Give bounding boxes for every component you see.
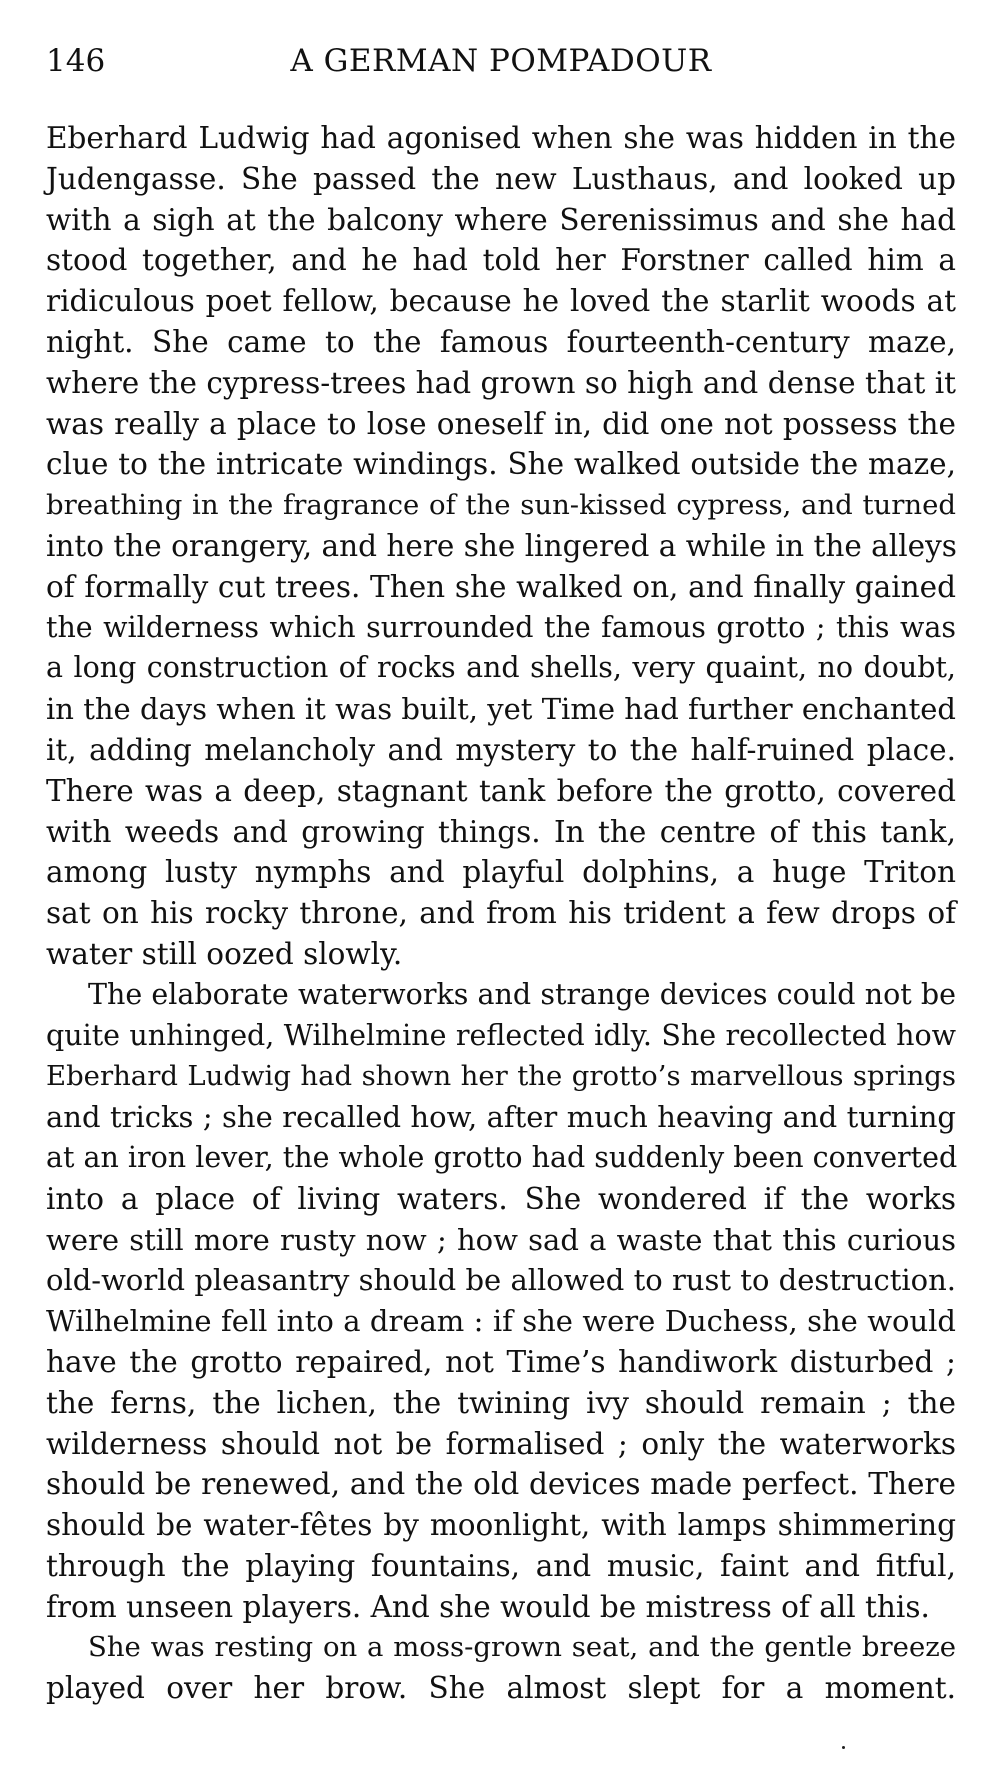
text-line: it, adding melancholy and mystery to the half-ruined place. [46, 732, 956, 767]
text-line: into a place of living waters. She wondered if the works [46, 1181, 956, 1216]
text-line: should be renewed, and the old devices made perfect. There [46, 1467, 956, 1502]
text-line: at an iron lever, the whole grotto had suddenly been converted [46, 1140, 958, 1174]
text-line: breathing in the fragrance of the sun-kissed cypress, and turned [46, 489, 956, 522]
text-line: Eberhard Ludwig had agonised when she was hidden in the [46, 121, 956, 155]
text-line: There was a deep, stagnant tank before the grotto, covered [46, 773, 956, 808]
text-line: from unseen players. And she would be mistress of all this. [46, 1589, 930, 1624]
text-line: a long construction of rocks and shells, very quaint, no doubt, [46, 651, 956, 685]
paragraph-3 [46, 1627, 956, 1709]
text-line: have the grotto repaired, not Time’s handiwork disturbed ; [46, 1344, 956, 1379]
text-line: played over her brow. She almost slept for a moment. [46, 1671, 956, 1706]
paragraph-1 [46, 118, 956, 975]
text-line: the wilderness which surrounded the famous grotto ; this was [46, 610, 956, 644]
text-line: into the orangery, and here she lingered a while in the alleys [46, 528, 957, 563]
text-line: in the days when it was built, yet Time had further enchanted [46, 692, 956, 727]
text-line: Wilhelmine fell into a dream : if she were Duchess, she would [46, 1304, 956, 1339]
text-line: ridiculous poet fellow, because he loved the starlit woods at [46, 284, 956, 319]
text-line: water still oozed slowly. [46, 936, 403, 971]
text-line: Judengasse. She passed the new Lusthaus, and looked up [46, 161, 956, 196]
text-line: should be water-fêtes by moonlight, with lamps shimmering [46, 1508, 956, 1543]
text-line: Eberhard Ludwig had shown her the grotto’s marvellous springs [46, 1060, 956, 1093]
running-title: A GERMAN POMPADOUR [290, 43, 712, 79]
text-line: quite unhinged, Wilhelmine reflected idly. She recollected how [46, 1018, 956, 1052]
text-line: the ferns, the lichen, the twining ivy should remain ; the [46, 1385, 956, 1420]
text-line: was really a place to lose oneself in, did one not possess the [46, 406, 956, 441]
text-line: sat on his rocky throne, and from his trident a few drops of [46, 896, 956, 931]
text-line: night. She came to the famous fourteenth-century maze, [46, 324, 956, 359]
paragraph-2 [46, 975, 956, 1628]
text-line: clue to the intricate windings. She walked outside the maze, [46, 447, 956, 482]
text-line: The elaborate waterworks and strange devices could not be [88, 977, 956, 1011]
text-line: with a sigh at the balcony where Serenissimus and she had [46, 202, 956, 237]
text-line: old-world pleasantry should be allowed to rust to destruction. [46, 1263, 956, 1298]
ink-speck [842, 1746, 845, 1749]
running-head [46, 40, 956, 82]
text-line: were still more rusty now ; how sad a waste that this curious [46, 1222, 956, 1257]
text-line: stood together, and he had told her Forstner called him a [46, 243, 956, 278]
text-line: among lusty nymphs and playful dolphins, a huge Triton [46, 855, 956, 890]
page-number: 146 [46, 43, 106, 79]
text-line: where the cypress-trees had grown so high and dense that it [46, 365, 956, 400]
body-text [46, 118, 956, 1709]
text-line: wilderness should not be formalised ; only the waterworks [46, 1426, 956, 1461]
text-line: with weeds and growing things. In the centre of this tank, [46, 814, 956, 849]
text-line: and tricks ; she recalled how, after much heaving and turning [46, 1100, 956, 1135]
text-line: through the playing fountains, and music, faint and fitful, [46, 1548, 956, 1583]
text-line: of formally cut trees. Then she walked on, and finally gained [46, 569, 956, 604]
text-line: She was resting on a moss-grown seat, and the gentle breeze [88, 1631, 956, 1664]
